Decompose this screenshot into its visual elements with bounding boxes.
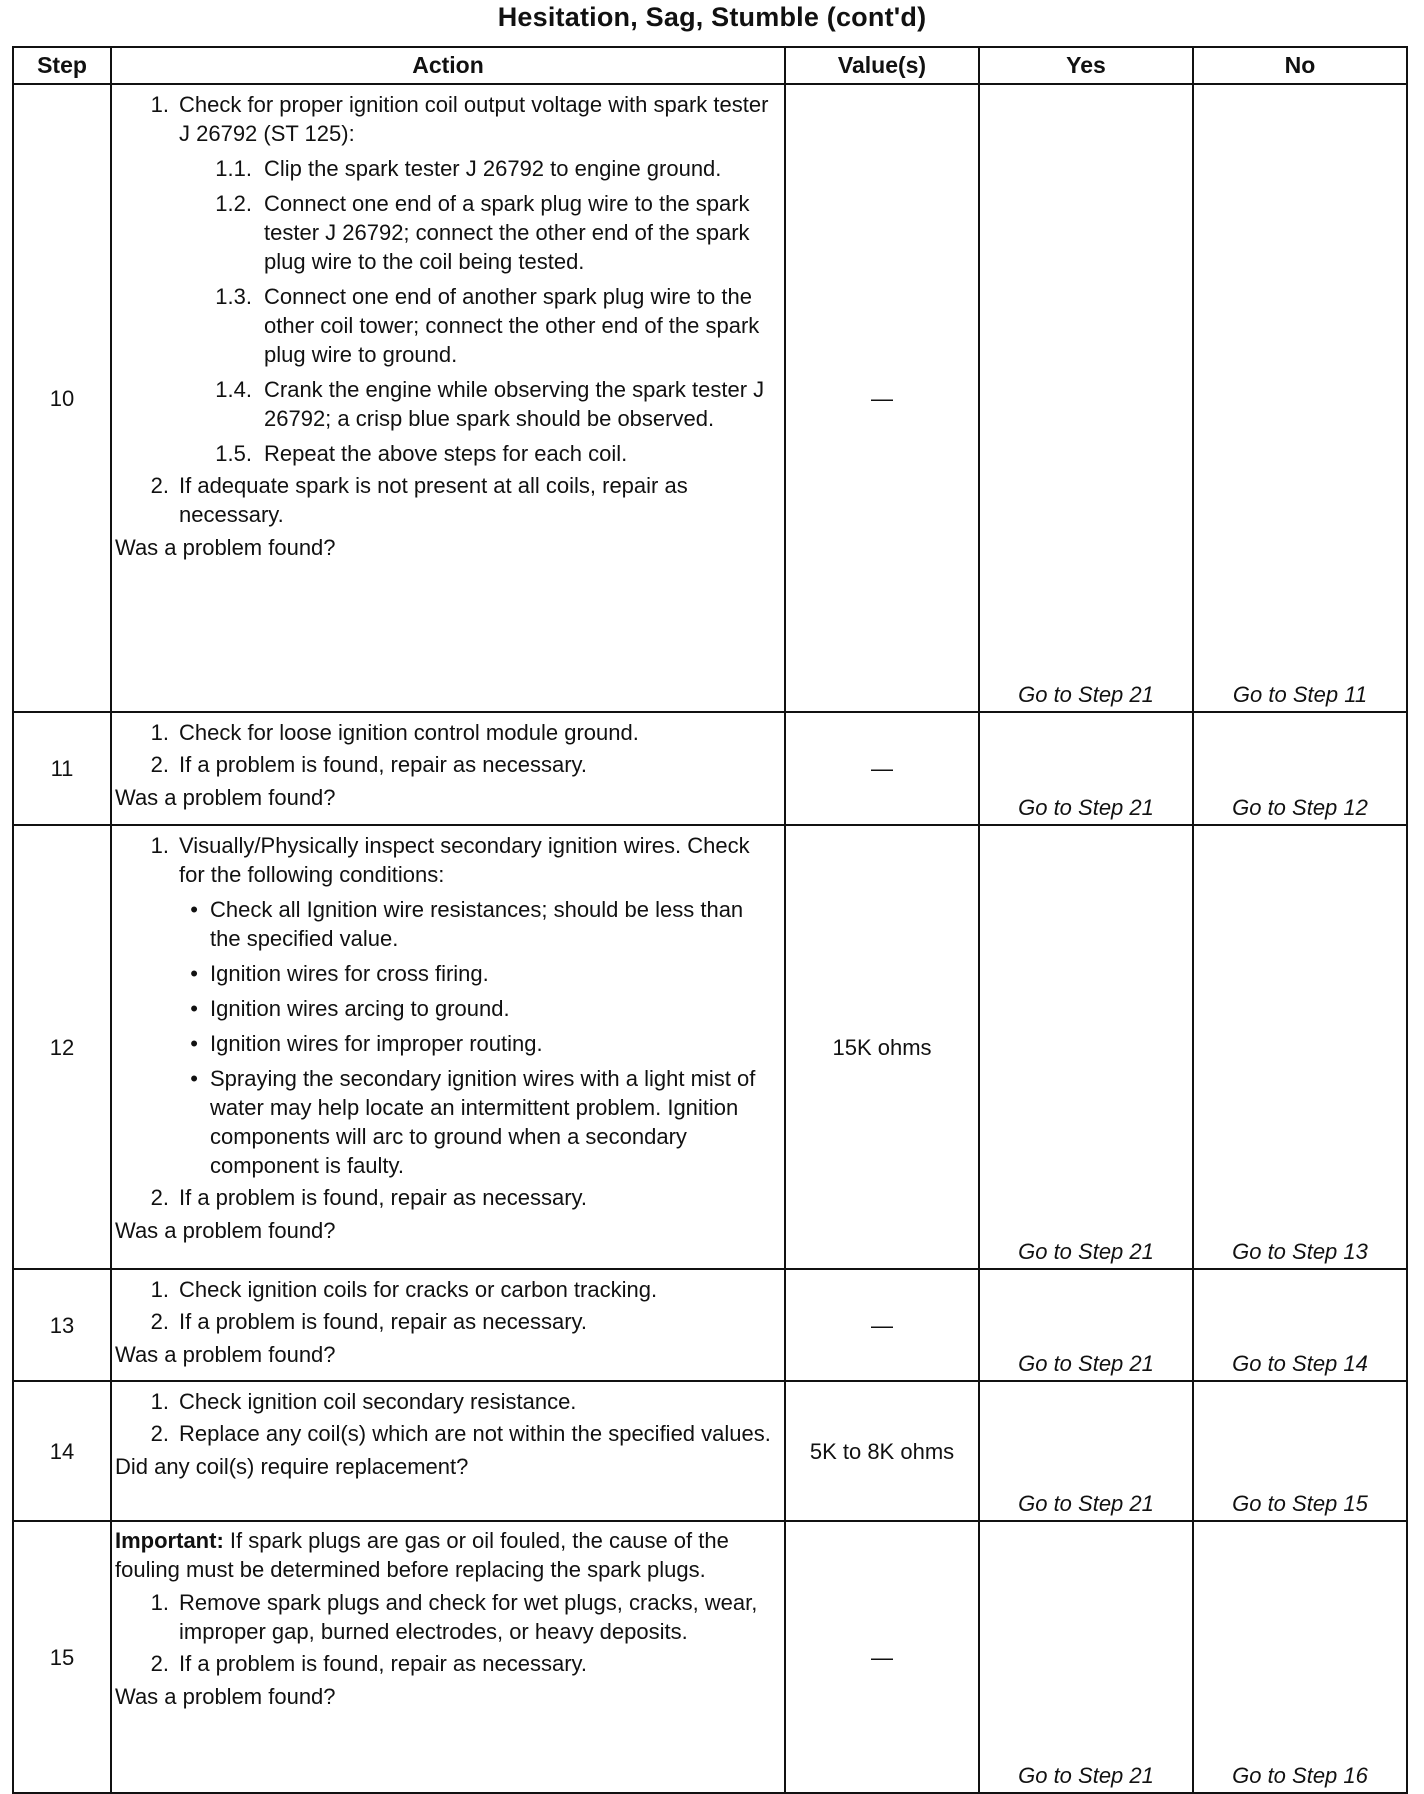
header-yes: Yes: [979, 47, 1193, 84]
item-number: 2.: [150, 473, 169, 498]
bullet-item: [115, 1064, 776, 1180]
header-no: No: [1193, 47, 1407, 84]
value-cell: 5K to 8K ohms: [785, 1381, 979, 1521]
bullet-dot: •: [190, 1066, 198, 1091]
item-number: 2.: [150, 1651, 169, 1676]
list-item: [115, 90, 776, 148]
table-row: [13, 84, 1407, 712]
bullet-item: [115, 1029, 776, 1058]
note-text: If spark plugs are gas or oil fouled, the cause of the fouling must be determined before replacing the spark plugs.: [115, 1528, 729, 1582]
table-row: [13, 1381, 1407, 1521]
item-text: Check for loose ignition control module ground.: [179, 720, 639, 745]
item-number: 1.3.: [215, 284, 252, 309]
bullet-dot: •: [190, 961, 198, 986]
item-number: 1.: [150, 1277, 169, 1302]
item-number: 1.1.: [215, 156, 252, 181]
item-text: Visually/Physically inspect secondary ignition wires. Check for the following conditions:: [179, 833, 750, 887]
list-item: [115, 1307, 776, 1336]
item-text: Check for proper ignition coil output voltage with spark tester J 26792 (ST 125):: [179, 92, 769, 146]
no-cell: Go to Step 16: [1193, 1521, 1407, 1793]
sub-list-item: [115, 189, 776, 276]
value-cell: —: [785, 84, 979, 712]
item-text: If adequate spark is not present at all coils, repair as necessary.: [179, 473, 688, 527]
list-item: [115, 1387, 776, 1416]
item-text: Ignition wires arcing to ground.: [210, 996, 510, 1021]
item-number: 1.: [150, 1590, 169, 1615]
table-row: [13, 1521, 1407, 1793]
item-text: Crank the engine while observing the spark tester J 26792; a crisp blue spark should be observed.: [264, 377, 765, 431]
item-number: 1.5.: [215, 441, 252, 466]
note-label: Important:: [115, 1528, 224, 1553]
question-text: Was a problem found?: [115, 1218, 336, 1243]
item-text: Remove spark plugs and check for wet plugs, cracks, wear, improper gap, burned electrodes, or heavy deposits.: [179, 1590, 758, 1644]
yes-cell: Go to Step 21: [979, 1521, 1193, 1793]
no-cell: Go to Step 14: [1193, 1269, 1407, 1381]
item-number: 1.: [150, 1389, 169, 1414]
no-cell: Go to Step 11: [1193, 84, 1407, 712]
question-text: Was a problem found?: [115, 1684, 336, 1709]
list-item: [115, 718, 776, 747]
item-text: Check all Ignition wire resistances; should be less than the specified value.: [210, 897, 744, 951]
item-number: 1.2.: [215, 191, 252, 216]
action-cell: [111, 1381, 785, 1521]
step-number: 15: [13, 1521, 111, 1793]
question-text: Was a problem found?: [115, 535, 336, 560]
list-item: [115, 831, 776, 889]
header-step: Step: [13, 47, 111, 84]
sub-list-item: [115, 375, 776, 433]
item-text: Spraying the secondary ignition wires with a light mist of water may help locate an intermittent problem. Ignition components will arc to ground when a secondary component is faulty.: [210, 1066, 756, 1178]
item-text: Clip the spark tester J 26792 to engine ground.: [264, 156, 722, 181]
page-title: Hesitation, Sag, Stumble (cont'd): [497, 2, 927, 32]
item-text: Connect one end of another spark plug wire to the other coil tower; connect the other end of the spark plug wire to ground.: [264, 284, 760, 367]
action-cell: [111, 1269, 785, 1381]
item-text: Ignition wires for improper routing.: [210, 1031, 543, 1056]
question-text: Was a problem found?: [115, 1342, 336, 1367]
bullet-item: [115, 959, 776, 988]
action-cell: [111, 84, 785, 712]
bullet-dot: •: [190, 1031, 198, 1056]
value-cell: 15K ohms: [785, 825, 979, 1269]
item-number: 1.: [150, 92, 169, 117]
item-text: If a problem is found, repair as necessary.: [179, 752, 588, 777]
yes-cell: Go to Step 21: [979, 1381, 1193, 1521]
table-header-row: [13, 47, 1407, 84]
action-cell: [111, 1521, 785, 1793]
item-text: If a problem is found, repair as necessary.: [179, 1185, 588, 1210]
item-number: 2.: [150, 1421, 169, 1446]
list-item: [115, 1588, 776, 1646]
list-item: [115, 1275, 776, 1304]
item-number: 1.: [150, 833, 169, 858]
table-row: [13, 712, 1407, 825]
yes-cell: Go to Step 21: [979, 84, 1193, 712]
sub-list-item: [115, 282, 776, 369]
item-number: 2.: [150, 752, 169, 777]
step-number: 14: [13, 1381, 111, 1521]
question-text: Was a problem found?: [115, 785, 336, 810]
item-number: 1.: [150, 720, 169, 745]
table-row: [13, 825, 1407, 1269]
item-text: Check ignition coil secondary resistance.: [179, 1389, 577, 1414]
action-cell: [111, 825, 785, 1269]
action-cell: [111, 712, 785, 825]
yes-cell: Go to Step 21: [979, 712, 1193, 825]
list-item: [115, 471, 776, 529]
step-number: 13: [13, 1269, 111, 1381]
important-note: [115, 1526, 776, 1584]
table-row: [13, 1269, 1407, 1381]
item-number: 2.: [150, 1185, 169, 1210]
value-cell: —: [785, 712, 979, 825]
yes-cell: Go to Step 21: [979, 825, 1193, 1269]
list-item: [115, 1649, 776, 1678]
item-text: Repeat the above steps for each coil.: [264, 441, 628, 466]
sub-list-item: [115, 439, 776, 468]
item-number: 2.: [150, 1309, 169, 1334]
list-item: [115, 750, 776, 779]
no-cell: Go to Step 15: [1193, 1381, 1407, 1521]
sub-list-item: [115, 154, 776, 183]
item-text: If a problem is found, repair as necessary.: [179, 1651, 588, 1676]
step-number: 12: [13, 825, 111, 1269]
no-cell: Go to Step 12: [1193, 712, 1407, 825]
value-cell: —: [785, 1269, 979, 1381]
step-number: 10: [13, 84, 111, 712]
question-text: Did any coil(s) require replacement?: [115, 1454, 469, 1479]
bullet-dot: •: [190, 897, 198, 922]
header-values: Value(s): [785, 47, 979, 84]
bullet-item: [115, 895, 776, 953]
no-cell: Go to Step 13: [1193, 825, 1407, 1269]
item-text: Ignition wires for cross firing.: [210, 961, 489, 986]
step-number: 11: [13, 712, 111, 825]
item-number: 1.4.: [215, 377, 252, 402]
bullet-dot: •: [190, 996, 198, 1021]
value-cell: —: [785, 1521, 979, 1793]
item-text: If a problem is found, repair as necessary.: [179, 1309, 588, 1334]
list-item: [115, 1183, 776, 1212]
bullet-item: [115, 994, 776, 1023]
header-action: Action: [111, 47, 785, 84]
item-text: Connect one end of a spark plug wire to the spark tester J 26792; connect the other end of the spark plug wire to the coil being tested.: [264, 191, 750, 274]
item-text: Check ignition coils for cracks or carbon tracking.: [179, 1277, 658, 1302]
list-item: [115, 1419, 776, 1448]
yes-cell: Go to Step 21: [979, 1269, 1193, 1381]
diagnostic-table: [12, 46, 1408, 1794]
item-text: Replace any coil(s) which are not within the specified values.: [179, 1421, 771, 1446]
